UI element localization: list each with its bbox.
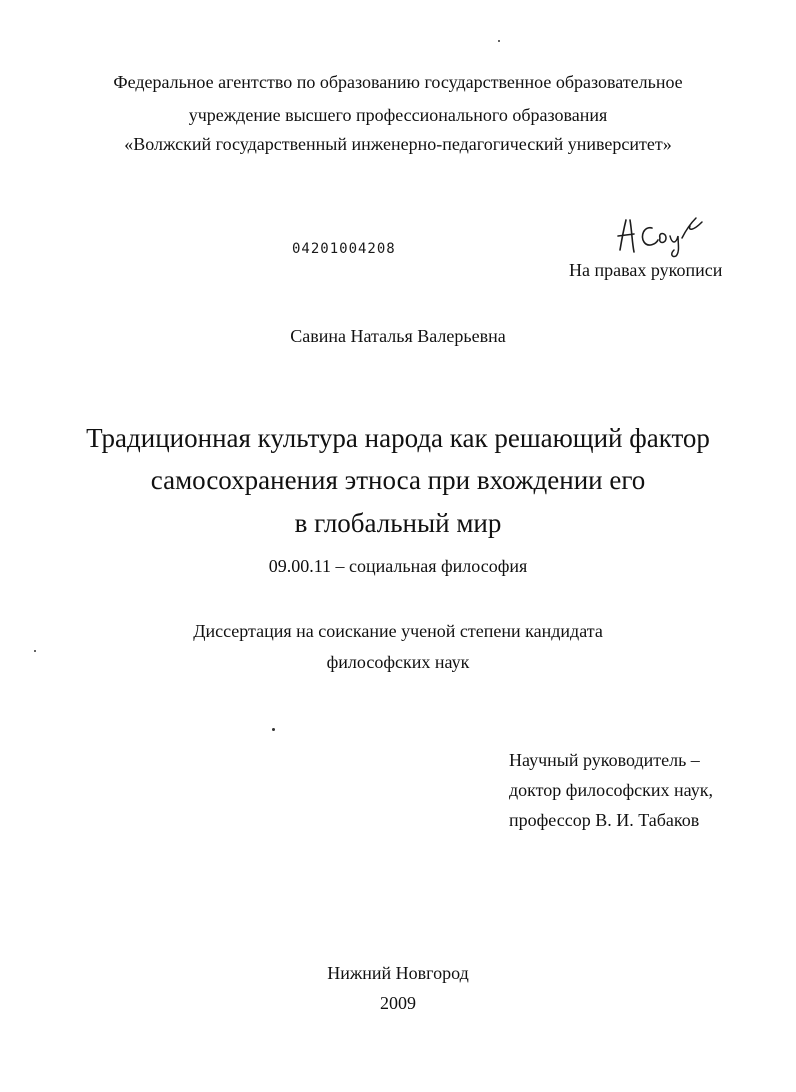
footer-city: Нижний Новгород bbox=[327, 963, 469, 983]
supervisor-line-3: профессор В. И. Табаков bbox=[509, 810, 700, 830]
supervisor-line-1: Научный руководитель – bbox=[509, 750, 700, 770]
title-line-1: Традиционная культура народа как решающий фактор bbox=[86, 423, 710, 453]
degree-line-2: философских наук bbox=[326, 652, 470, 672]
title-line-2: самосохранения этноса при вхождении его bbox=[150, 465, 646, 495]
scan-speck bbox=[498, 40, 500, 42]
supervisor-line-2: доктор философских наук, bbox=[509, 780, 713, 800]
rights-note: На правах рукописи bbox=[569, 260, 723, 280]
handwritten-signature bbox=[612, 214, 708, 258]
supervisor-block bbox=[509, 745, 713, 835]
archive-code: 04201004208 bbox=[292, 241, 396, 257]
scan-speck bbox=[272, 728, 275, 731]
header-line-3: «Волжский государственный инженерно-педагогический университет» bbox=[124, 134, 672, 154]
title-line-3: в глобальный мир bbox=[294, 508, 502, 538]
scan-speck bbox=[34, 650, 36, 652]
degree-line-1: Диссертация на соискание ученой степени кандидата bbox=[193, 621, 603, 641]
header-line-1: Федеральное агентство по образованию государственное образовательное bbox=[113, 72, 683, 92]
header-line-2: учреждение высшего профессионального образования bbox=[188, 105, 608, 125]
specialty: 09.00.11 – социальная философия bbox=[268, 556, 528, 576]
author-name: Савина Наталья Валерьевна bbox=[290, 326, 506, 346]
footer-year: 2009 bbox=[380, 993, 416, 1013]
